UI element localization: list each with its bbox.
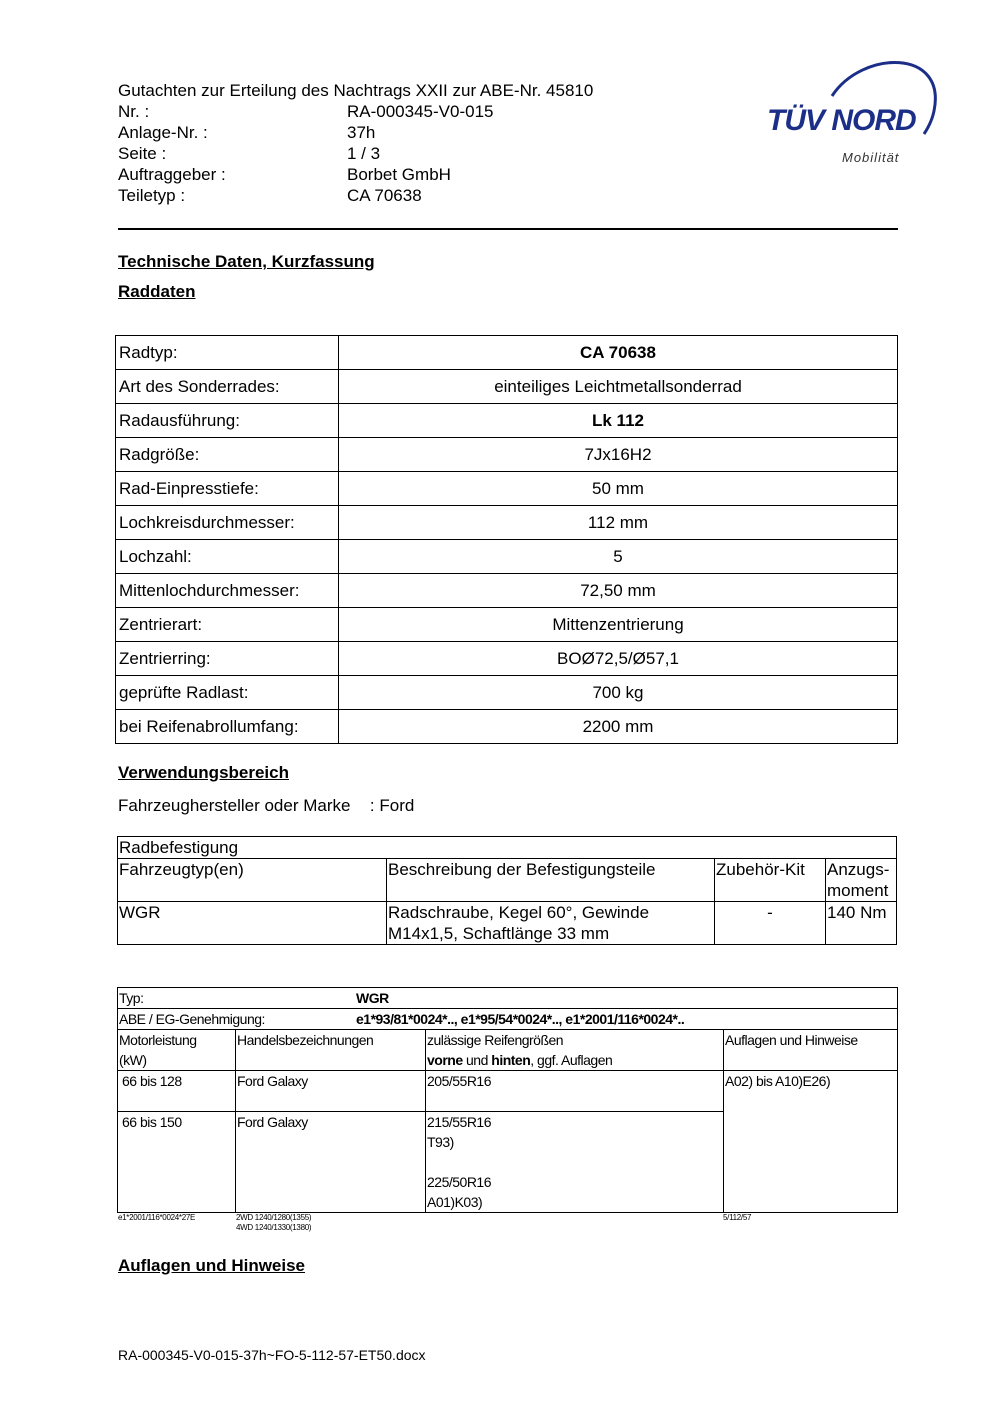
raddaten-value: 2200 mm bbox=[339, 710, 898, 744]
raddaten-label: bei Reifenabrollumfang: bbox=[116, 710, 339, 744]
section-title-raddaten: Raddaten bbox=[118, 282, 196, 301]
header-divider bbox=[118, 228, 898, 230]
header-row bbox=[118, 185, 593, 206]
raddaten-row bbox=[116, 710, 898, 744]
typ-cell-leistung: 66 bis 150 bbox=[118, 1112, 236, 1213]
note-mid-1: 2WD 1240/1280(1355) bbox=[236, 1213, 312, 1222]
usage-line bbox=[118, 796, 414, 816]
raddaten-label: Radtyp: bbox=[116, 336, 339, 370]
raddaten-row bbox=[116, 540, 898, 574]
raddaten-value: 50 mm bbox=[339, 472, 898, 506]
document-header bbox=[118, 80, 593, 206]
header-value: 37h bbox=[347, 123, 376, 142]
befest-title: Radbefestigung bbox=[118, 837, 897, 859]
befest-cell-kit: - bbox=[715, 902, 826, 945]
abe-row bbox=[118, 1009, 898, 1030]
raddaten-value: 7Jx16H2 bbox=[339, 438, 898, 472]
typ-header-reifen bbox=[426, 1030, 724, 1071]
header-value: RA-000345-V0-015 bbox=[347, 102, 494, 121]
typ-header-reifen-line2 bbox=[427, 1050, 722, 1070]
raddaten-row bbox=[116, 608, 898, 642]
header-label: Nr. : bbox=[118, 102, 150, 121]
raddaten-value: einteiliges Leichtmetallsonderrad bbox=[339, 370, 898, 404]
footer-filename: RA-000345-V0-015-37h~FO-5-112-57-ET50.docx bbox=[118, 1347, 426, 1363]
typ-cell-leistung: 66 bis 128 bbox=[118, 1071, 236, 1112]
header-label: Teiletyp : bbox=[118, 186, 186, 205]
abe-value: e1*93/81*0024*.., e1*95/54*0024*.., e1*2001/116*0024*.. bbox=[356, 1011, 685, 1027]
reifen-line bbox=[427, 1152, 722, 1172]
befest-header-moment bbox=[826, 859, 897, 902]
abe-label: ABE / EG-Genehmigung: bbox=[119, 1011, 265, 1027]
raddaten-value: 72,50 mm bbox=[339, 574, 898, 608]
header-row bbox=[118, 122, 593, 143]
raddaten-table bbox=[115, 335, 898, 744]
reifen-hinten: hinten bbox=[491, 1052, 531, 1068]
section-title-auflagen: Auflagen und Hinweise bbox=[118, 1256, 306, 1275]
header-value: CA 70638 bbox=[347, 186, 422, 205]
raddaten-label: Lochzahl: bbox=[116, 540, 339, 574]
header-row bbox=[118, 164, 593, 185]
reifen-line: 225/50R16 bbox=[427, 1174, 492, 1190]
raddaten-row bbox=[116, 472, 898, 506]
typ-header-leistung-line1: Motorleistung bbox=[119, 1032, 197, 1048]
reifen-rest: , ggf. Auflagen bbox=[530, 1052, 613, 1068]
raddaten-label: Rad-Einpresstiefe: bbox=[116, 472, 339, 506]
befest-header-moment-line1: Anzugs- bbox=[827, 860, 890, 879]
typ-header-leistung bbox=[118, 1030, 236, 1071]
typ-cell-handel: Ford Galaxy bbox=[236, 1112, 426, 1213]
reifen-und: und bbox=[462, 1052, 492, 1068]
typ-header-auflagen: Auflagen und Hinweise bbox=[724, 1030, 898, 1071]
befest-cell-moment: 140 Nm bbox=[826, 902, 897, 945]
typ-row bbox=[118, 988, 898, 1009]
logo-wordmark: TÜV NORD bbox=[767, 104, 916, 137]
usage-label: Fahrzeughersteller oder Marke bbox=[118, 796, 351, 815]
raddaten-value: 112 mm bbox=[339, 506, 898, 540]
raddaten-label: Zentrierart: bbox=[116, 608, 339, 642]
raddaten-row bbox=[116, 676, 898, 710]
raddaten-value: 700 kg bbox=[339, 676, 898, 710]
typ-label: Typ: bbox=[119, 990, 144, 1006]
raddaten-label: Mittenlochdurchmesser: bbox=[116, 574, 339, 608]
note-left: e1*2001/116*0024*27E bbox=[118, 1213, 196, 1222]
befest-cell-typ: WGR bbox=[118, 902, 387, 945]
header-label: Anlage-Nr. : bbox=[118, 123, 208, 142]
raddaten-value: Lk 112 bbox=[339, 404, 898, 438]
raddaten-row bbox=[116, 506, 898, 540]
reifen-line: A01)K03) bbox=[427, 1194, 483, 1210]
raddaten-row bbox=[116, 438, 898, 472]
typ-table bbox=[117, 987, 898, 1213]
header-value: 1 / 3 bbox=[347, 144, 381, 163]
typ-value: WGR bbox=[356, 990, 389, 1006]
logo-subtitle: Mobilität bbox=[842, 150, 900, 165]
befest-cell-beschreibung-line2: M14x1,5, Schaftlänge 33 mm bbox=[388, 924, 610, 943]
reifen-line: T93) bbox=[427, 1134, 454, 1150]
befest-header-moment-line2: moment bbox=[827, 881, 889, 900]
raddaten-value: CA 70638 bbox=[339, 336, 898, 370]
raddaten-value: BOØ72,5/Ø57,1 bbox=[339, 642, 898, 676]
raddaten-row bbox=[116, 370, 898, 404]
typ-header-reifen-line1: zulässige Reifengrößen bbox=[427, 1032, 564, 1048]
befest-cell-beschreibung bbox=[387, 902, 715, 945]
raddaten-row bbox=[116, 404, 898, 438]
section-title-verwendung: Verwendungsbereich bbox=[118, 763, 289, 782]
raddaten-label: Art des Sonderrades: bbox=[116, 370, 339, 404]
raddaten-row bbox=[116, 336, 898, 370]
befest-header-kit: Zubehör-Kit bbox=[715, 859, 826, 902]
raddaten-label: Lochkreisdurchmesser: bbox=[116, 506, 339, 540]
document-title: Gutachten zur Erteilung des Nachtrags XXII zur ABE-Nr. 45810 bbox=[118, 81, 594, 100]
typ-cell-reifen: 205/55R16 bbox=[426, 1071, 724, 1112]
header-row bbox=[118, 101, 593, 122]
typ-header-leistung-line2: (kW) bbox=[119, 1052, 147, 1068]
raddaten-label: geprüfte Radlast: bbox=[116, 676, 339, 710]
header-value: Borbet GmbH bbox=[347, 165, 451, 184]
typ-cell-auflagen: A02) bis A10)E26) bbox=[724, 1071, 898, 1213]
note-mid-2: 4WD 1240/1330(1380) bbox=[236, 1223, 312, 1232]
raddaten-row bbox=[116, 574, 898, 608]
tuev-nord-logo bbox=[762, 56, 942, 176]
raddaten-value: 5 bbox=[339, 540, 898, 574]
befest-header-typ: Fahrzeugtyp(en) bbox=[118, 859, 387, 902]
header-label: Seite : bbox=[118, 144, 167, 163]
radbefestigung-table bbox=[117, 836, 897, 945]
befest-header-beschreibung: Beschreibung der Befestigungsteile bbox=[387, 859, 715, 902]
raddaten-row bbox=[116, 642, 898, 676]
note-right: 5/112/57 bbox=[723, 1213, 752, 1222]
typ-header-handel: Handelsbezeichnungen bbox=[236, 1030, 426, 1071]
typ-cell-reifen bbox=[426, 1112, 724, 1213]
usage-separator: : bbox=[369, 796, 375, 815]
section-title-tech: Technische Daten, Kurzfassung bbox=[118, 252, 375, 271]
befest-cell-beschreibung-line1: Radschraube, Kegel 60°, Gewinde bbox=[388, 903, 650, 922]
raddaten-label: Radgröße: bbox=[116, 438, 339, 472]
header-row bbox=[118, 143, 593, 164]
raddaten-label: Zentrierring: bbox=[116, 642, 339, 676]
reifen-vorne: vorne bbox=[427, 1052, 463, 1068]
raddaten-label: Radausführung: bbox=[116, 404, 339, 438]
usage-value: Ford bbox=[379, 796, 415, 815]
header-label: Auftraggeber : bbox=[118, 165, 226, 184]
reifen-line: 215/55R16 bbox=[427, 1114, 492, 1130]
typ-cell-handel: Ford Galaxy bbox=[236, 1071, 426, 1112]
raddaten-value: Mittenzentrierung bbox=[339, 608, 898, 642]
